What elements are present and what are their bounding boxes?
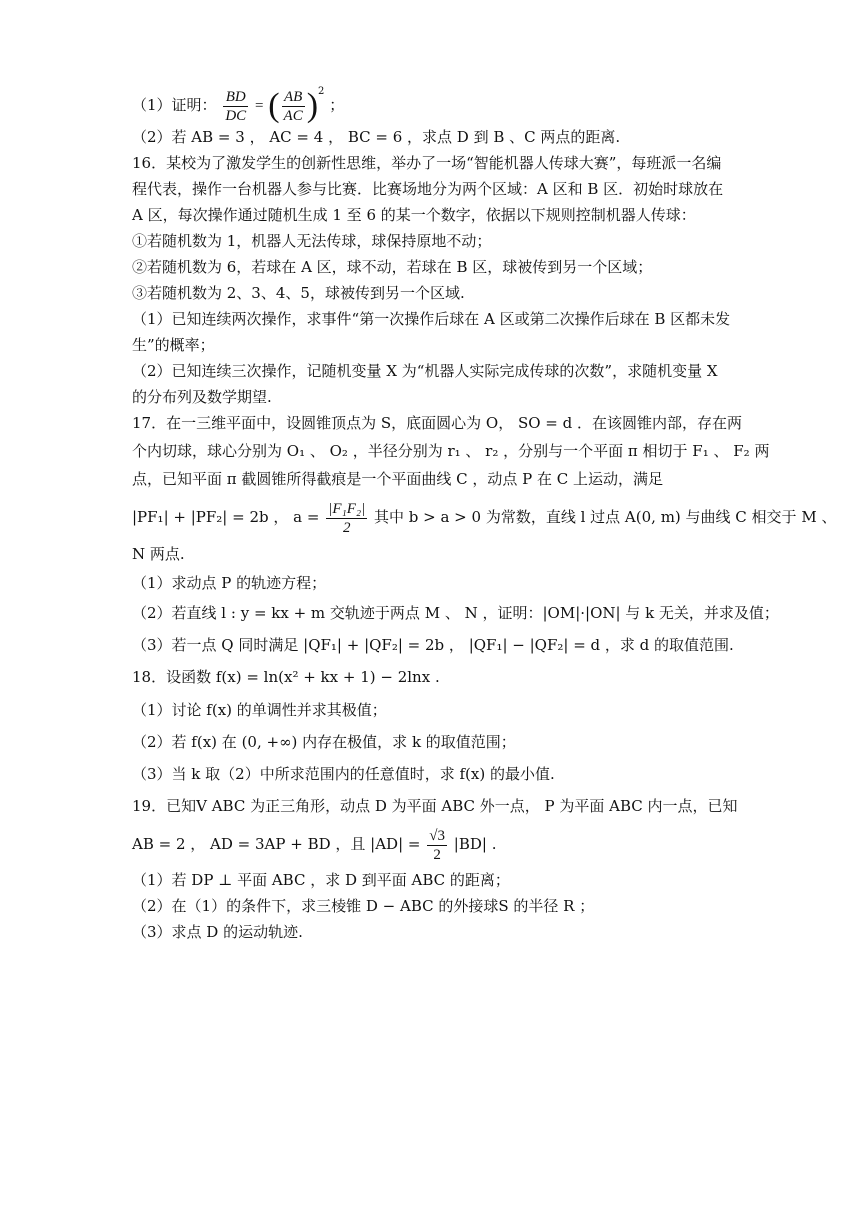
q18-part2: （2）若 f(x) 在 (0, +∞) 内存在极值，求 k 的取值范围；	[132, 733, 516, 751]
q17-line3: 点，已知平面 π 截圆锥所得截痕是一个平面曲线 C ，动点 P 在 C 上运动，满足	[132, 470, 664, 488]
q17-line5: N 两点.	[132, 545, 185, 563]
q19-fraction	[427, 827, 447, 864]
q15-rhs-num: AB	[282, 88, 305, 107]
q16-part2-b: 的分布列及数学期望.	[132, 388, 272, 406]
q17-fraction-num: |F₁F₂|	[328, 500, 366, 517]
q19-part3: （3）求点 D 的运动轨迹.	[132, 923, 303, 941]
q16-rule2: ②若随机数为 6，若球在 A 区，球不动，若球在 B 区，球被传到另一个区域；	[132, 258, 653, 276]
left-paren: (	[268, 87, 280, 124]
q15-part1-end: ；	[329, 96, 345, 114]
q17-line4-b: 其中 b > a > 0 为常数，直线 l 过点 A(0, m) 与曲线 C 相交于 M 、	[374, 508, 837, 526]
q16-line3: A 区，每次操作通过随机生成 1 至 6 的某一个数字，依据以下规则控制机器人传球：	[132, 206, 696, 224]
q17-part3: （3）若一点 Q 同时满足 |QF₁| + |QF₂| = 2b ， |QF₁| − |QF₂| = d ，求 d 的取值范围.	[132, 636, 734, 654]
q19-fraction-den: 2	[433, 846, 441, 863]
q19-fraction-num: √3	[429, 827, 445, 844]
right-paren: )	[306, 87, 319, 124]
q17-line1: 17．在一三维平面中，设圆锥顶点为 S，底面圆心为 O， SO = d ．在该圆锥内部，存在两	[132, 414, 743, 432]
q16-rule1: ①若随机数为 1，机器人无法传球，球保持原地不动；	[132, 232, 492, 250]
q18-part1: （1）讨论 f(x) 的单调性并求其极值；	[132, 701, 387, 719]
q19-line2	[132, 820, 496, 868]
q15-part1	[132, 82, 344, 122]
equals-sign: =	[254, 98, 264, 114]
q15-lhs-fraction	[223, 88, 248, 125]
q16-line2: 程代表，操作一台机器人参与比赛．比赛场地分为两个区域：A 区和 B 区．初始时球放在	[132, 180, 724, 198]
q16-part1-a: （1）已知连续两次操作，求事件“第一次操作后球在 A 区或第二次操作后球在 B 区都未发	[132, 310, 731, 328]
q18-part3: （3）当 k 取（2）中所求范围内的任意值时，求 f(x) 的最小值.	[132, 765, 555, 783]
q17-part1: （1）求动点 P 的轨迹方程；	[132, 574, 327, 592]
q17-line2: 个内切球，球心分别为 O₁ 、 O₂ ，半径分别为 r₁ 、 r₂ ，分别与一个平面 π 相切于 F₁ 、 F₂ 两	[132, 442, 770, 460]
q17-line4-a: |PF₁| + |PF₂| = 2b ， a =	[132, 508, 320, 526]
q17-part2: （2）若直线 l : y = kx + m 交轨迹于两点 M 、 N ，证明：|OM|·|ON| 与 k 无关，并求及值；	[132, 604, 779, 622]
q19-line2-b: |BD| .	[453, 835, 497, 853]
q17-line4	[132, 494, 836, 540]
q15-rhs-den: AC	[283, 107, 303, 124]
q15-exponent: 2	[318, 86, 325, 97]
q15-rhs-fraction	[282, 88, 305, 125]
q19-part1: （1）若 DP ⊥ 平面 ABC ，求 D 到平面 ABC 的距离；	[132, 871, 510, 889]
q19-part2: （2）在（1）的条件下，求三棱锥 D − ABC 的外接球S 的半径 R ；	[132, 897, 595, 915]
q16-rule3: ③若随机数为 2、3、4、5，球被传到另一个区域.	[132, 284, 465, 302]
q19-line2-a: AB = 2 ， AD = 3AP + BD ，且 |AD| =	[132, 835, 421, 853]
q16-part2-a: （2）已知连续三次操作，记随机变量 X 为“机器人实际完成传球的次数”，求随机变量 X	[132, 362, 718, 380]
q18-line1: 18．设函数 f(x) = ln(x² + kx + 1) − 2lnx .	[132, 668, 440, 686]
q15-part2: （2）若 AB = 3 ， AC = 4 ， BC = 6 ，求点 D 到 B 、C 两点的距离.	[132, 128, 621, 146]
q17-fraction-den: 2	[342, 519, 351, 536]
q15-lhs-den: DC	[225, 107, 247, 124]
q15-lhs-num: BD	[223, 88, 248, 107]
q15-part1-label: （1）证明：	[132, 96, 217, 114]
q19-line1: 19．已知V ABC 为正三角形，动点 D 为平面 ABC 外一点， P 为平面 ABC 内一点，已知	[132, 797, 738, 815]
q16-part1-b: 生”的概率；	[132, 336, 215, 354]
q17-fraction	[326, 500, 367, 537]
q16-line1: 16．某校为了激发学生的创新性思维，举办了一场“智能机器人传球大赛”，每班派一名编	[132, 154, 722, 172]
